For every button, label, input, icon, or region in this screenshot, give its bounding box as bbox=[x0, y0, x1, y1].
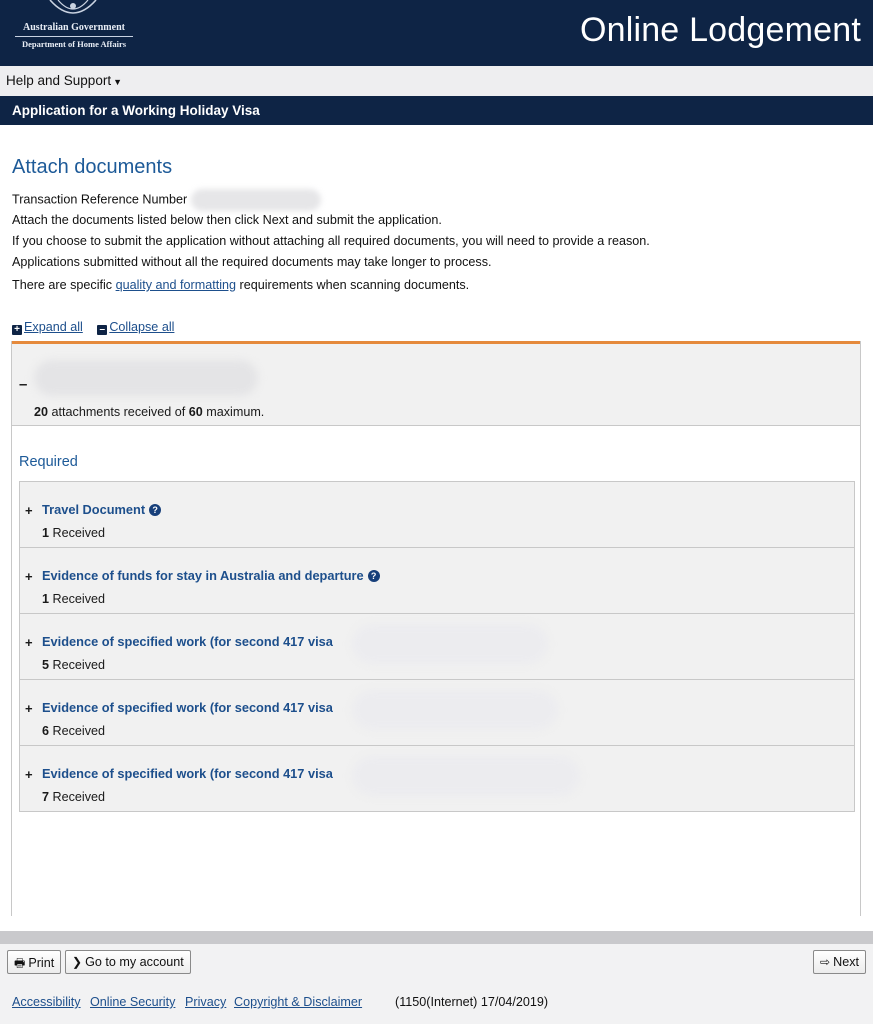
expand-icon[interactable]: + bbox=[25, 503, 33, 518]
collapse-all-label: Collapse all bbox=[109, 320, 175, 334]
transaction-reference bbox=[12, 189, 321, 211]
gov-name-line1: Australian Government bbox=[23, 22, 125, 33]
coat-of-arms-icon bbox=[44, 0, 102, 20]
transaction-ref-label: Transaction Reference Number bbox=[12, 192, 188, 207]
footer-links bbox=[0, 980, 873, 1024]
print-button[interactable] bbox=[7, 950, 61, 974]
document-title[interactable] bbox=[42, 634, 333, 649]
redacted-document-detail bbox=[352, 756, 580, 796]
collapse-all-link[interactable] bbox=[97, 320, 174, 334]
expand-all-label: Expand all bbox=[24, 320, 83, 334]
list-item[interactable] bbox=[20, 680, 854, 746]
received-text: attachments received of bbox=[48, 405, 189, 419]
received-count: 1 bbox=[42, 526, 50, 540]
attachments-received-count: 20 bbox=[34, 405, 49, 419]
received-count: 6 bbox=[42, 724, 50, 738]
redacted-reference-number bbox=[191, 189, 321, 211]
caret-down-icon: ▼ bbox=[113, 77, 122, 87]
app-title: Online Lodgement bbox=[579, 11, 861, 49]
quality-requirements-text bbox=[12, 278, 469, 292]
arrow-right-outline-icon: ⇨ bbox=[820, 955, 831, 969]
redacted-document-detail bbox=[352, 624, 548, 664]
help-bar bbox=[0, 66, 873, 96]
footer-action-bar bbox=[0, 944, 873, 980]
application-bar bbox=[0, 96, 873, 125]
accessibility-link[interactable]: Accessibility bbox=[12, 995, 81, 1009]
attachments-max-count: 60 bbox=[188, 405, 203, 419]
footer-divider bbox=[0, 931, 873, 944]
site-header bbox=[0, 0, 873, 66]
received-count: 5 bbox=[42, 658, 50, 672]
document-title[interactable] bbox=[42, 766, 333, 781]
quality-prefix: There are specific bbox=[12, 278, 116, 292]
expand-collapse-controls bbox=[12, 320, 185, 335]
expand-icon[interactable]: + bbox=[25, 701, 33, 716]
document-title-text: Evidence of specified work (for second 417 visa bbox=[42, 634, 333, 649]
redacted-document-detail bbox=[352, 690, 558, 730]
collapse-toggle-icon[interactable]: – bbox=[19, 376, 28, 393]
government-logo[interactable] bbox=[8, 22, 140, 50]
department-name: Department of Home Affairs bbox=[21, 39, 127, 49]
received-count: 1 bbox=[42, 592, 50, 606]
go-to-my-account-button[interactable] bbox=[65, 950, 191, 974]
instruction-3: Applications submitted without all the required documents may take longer to process. bbox=[12, 255, 492, 269]
application-title: Application for a Working Holiday Visa bbox=[12, 103, 260, 118]
quality-and-formatting-link[interactable]: quality and formatting bbox=[115, 278, 237, 292]
received-label: Received bbox=[49, 592, 106, 606]
minus-square-icon: – bbox=[97, 325, 107, 335]
expand-icon[interactable]: + bbox=[25, 767, 33, 782]
received-label: Received bbox=[49, 526, 106, 540]
list-item[interactable] bbox=[20, 614, 854, 680]
question-circle-icon[interactable]: ? bbox=[149, 504, 161, 516]
redacted-applicant-name bbox=[34, 360, 258, 396]
received-status bbox=[42, 790, 105, 804]
list-item[interactable] bbox=[20, 482, 854, 548]
received-label: Received bbox=[49, 724, 106, 738]
page-title: Attach documents bbox=[12, 156, 173, 178]
applicant-header[interactable] bbox=[12, 344, 860, 426]
document-title[interactable] bbox=[42, 568, 380, 583]
next-button[interactable] bbox=[813, 950, 866, 974]
plus-square-icon: + bbox=[12, 325, 22, 335]
document-title[interactable] bbox=[42, 700, 333, 715]
received-status bbox=[42, 526, 105, 540]
print-label: Print bbox=[28, 956, 55, 970]
expand-all-link[interactable] bbox=[12, 320, 83, 334]
version-info: (1150(Internet) 17/04/2019) bbox=[395, 995, 549, 1009]
document-title-text: Travel Document bbox=[42, 502, 146, 517]
received-status bbox=[42, 724, 105, 738]
online-security-link[interactable]: Online Security bbox=[90, 995, 176, 1009]
help-menu-label: Help and Support bbox=[6, 73, 112, 88]
expand-icon[interactable]: + bbox=[25, 635, 33, 650]
account-label: Go to my account bbox=[85, 955, 184, 969]
received-label: Received bbox=[49, 658, 106, 672]
received-count: 7 bbox=[42, 790, 50, 804]
received-label: Received bbox=[49, 790, 106, 804]
printer-icon: 🖶 bbox=[14, 956, 26, 970]
instruction-2: If you choose to submit the application without attaching all required documents, you will need to provide a reason. bbox=[12, 234, 650, 248]
instruction-1: Attach the documents listed below then click Next and submit the application. bbox=[12, 213, 442, 227]
received-status bbox=[42, 592, 105, 606]
list-item[interactable] bbox=[20, 746, 854, 812]
document-title[interactable] bbox=[42, 502, 161, 517]
chevron-right-icon: ❯ bbox=[72, 955, 83, 969]
document-title-text: Evidence of specified work (for second 417 visa bbox=[42, 766, 333, 781]
list-item[interactable] bbox=[20, 548, 854, 614]
attachment-count bbox=[34, 405, 264, 419]
next-label: Next bbox=[833, 955, 859, 969]
help-and-support-menu[interactable] bbox=[6, 73, 122, 88]
received-status bbox=[42, 658, 105, 672]
question-circle-icon[interactable]: ? bbox=[368, 570, 380, 582]
required-section-title: Required bbox=[19, 454, 78, 470]
max-text: maximum. bbox=[202, 405, 265, 419]
applicant-attachments-panel bbox=[11, 341, 861, 916]
copyright-disclaimer-link[interactable]: Copyright & Disclaimer bbox=[234, 995, 363, 1009]
quality-suffix: requirements when scanning documents. bbox=[236, 278, 470, 292]
required-documents-list bbox=[19, 481, 855, 812]
privacy-link[interactable]: Privacy bbox=[185, 995, 227, 1009]
document-title-text: Evidence of funds for stay in Australia and departure bbox=[42, 568, 364, 583]
logo-divider bbox=[15, 36, 133, 37]
document-title-text: Evidence of specified work (for second 417 visa bbox=[42, 700, 333, 715]
expand-icon[interactable]: + bbox=[25, 569, 33, 584]
